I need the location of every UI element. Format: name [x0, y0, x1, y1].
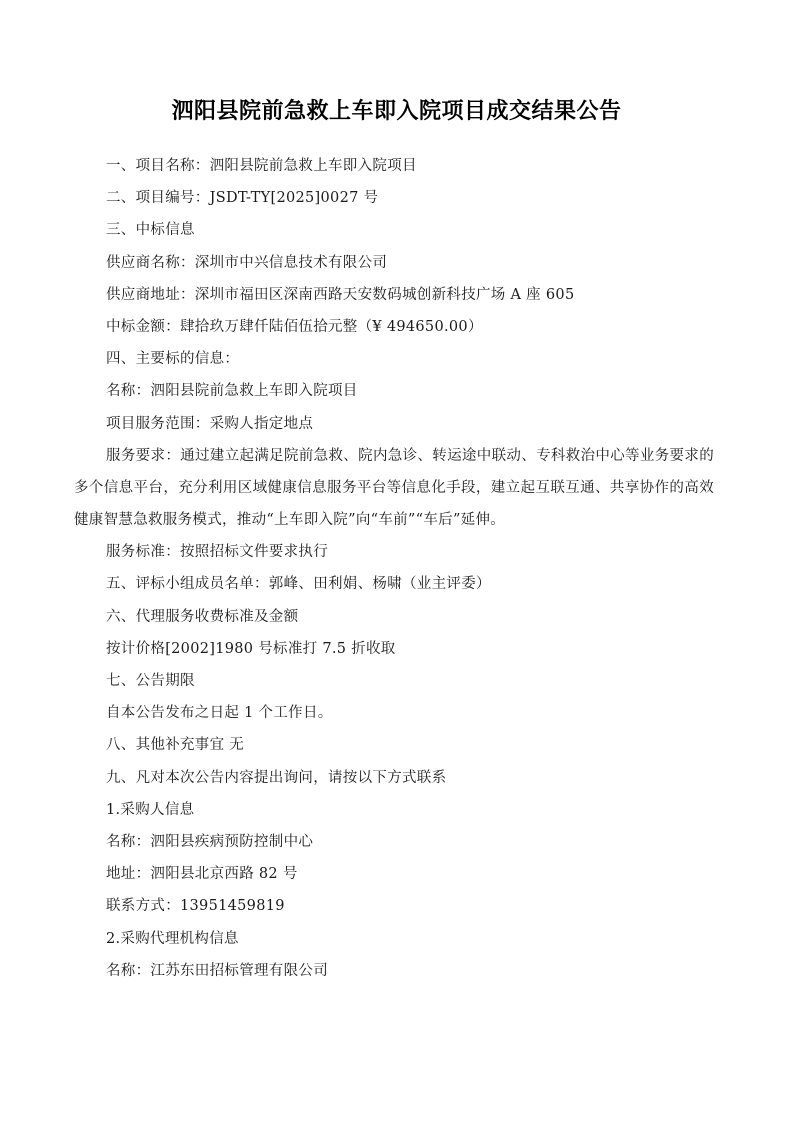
- contact-heading: 九、凡对本次公告内容提出询问，请按以下方式联系: [106, 769, 447, 786]
- supplier-address-line: 供应商地址：深圳市福田区深南西路天安数码城创新科技广场 A 座 605: [106, 286, 575, 303]
- page-title: 泗阳县院前急救上车即入院项目成交结果公告: [171, 98, 622, 124]
- purchaser-heading: 1.采购人信息: [106, 801, 195, 818]
- bid-info-heading: 三、中标信息: [106, 222, 195, 239]
- service-standard-line: 服务标准：按照招标文件要求执行: [106, 544, 328, 561]
- purchaser-name-line: 名称：泗阳县疾病预防控制中心: [106, 833, 314, 850]
- bid-amount-line: 中标金额：肆拾玖万肆仟陆佰伍拾元整（¥ 494650.00）: [106, 318, 483, 335]
- project-number-line: 二、项目编号：JSDT-TY[2025]0027 号: [106, 190, 379, 207]
- agency-fee-heading: 六、代理服务收费标准及金额: [106, 608, 299, 625]
- purchaser-contact-line: 联系方式：13951459819: [106, 898, 285, 915]
- agency-fee-detail-line: 按计价格[2002]1980 号标准打 7.5 折收取: [106, 640, 396, 657]
- announcement-period-heading: 七、公告期限: [106, 673, 195, 690]
- subject-name-line: 名称：泗阳县院前急救上车即入院项目: [106, 383, 358, 400]
- service-requirements-paragraph: 服务要求：通过建立起满足院前急救、院内急诊、转运途中联动、专科救治中心等业务要求的多个信息平台，充分利用区域健康信息服务平台等信息化手段，建立起互联互通、共享协作的高效健康智慧急救服务模式，推动“上车即入院”向“车前”“车后”延伸。: [74, 447, 714, 529]
- main-subject-heading: 四、主要标的信息：: [106, 351, 240, 368]
- supplier-name-line: 供应商名称：深圳市中兴信息技术有限公司: [106, 254, 388, 271]
- agency-name-line: 名称：江苏东田招标管理有限公司: [106, 962, 328, 979]
- committee-members-line: 五、评标小组成员名单：郭峰、田利娟、杨啸（业主评委）: [106, 576, 491, 593]
- project-name-line: 一、项目名称：泗阳县院前急救上车即入院项目: [106, 158, 417, 174]
- other-matters-line: 八、其他补充事宜 无: [106, 737, 245, 754]
- announcement-period-detail-line: 自本公告发布之日起 1 个工作日。: [106, 705, 333, 722]
- service-scope-line: 项目服务范围：采购人指定地点: [106, 415, 314, 432]
- agency-heading: 2.采购代理机构信息: [106, 930, 239, 947]
- announcement-body: [74, 150, 714, 987]
- purchaser-address-line: 地址：泗阳县北京西路 82 号: [106, 866, 298, 883]
